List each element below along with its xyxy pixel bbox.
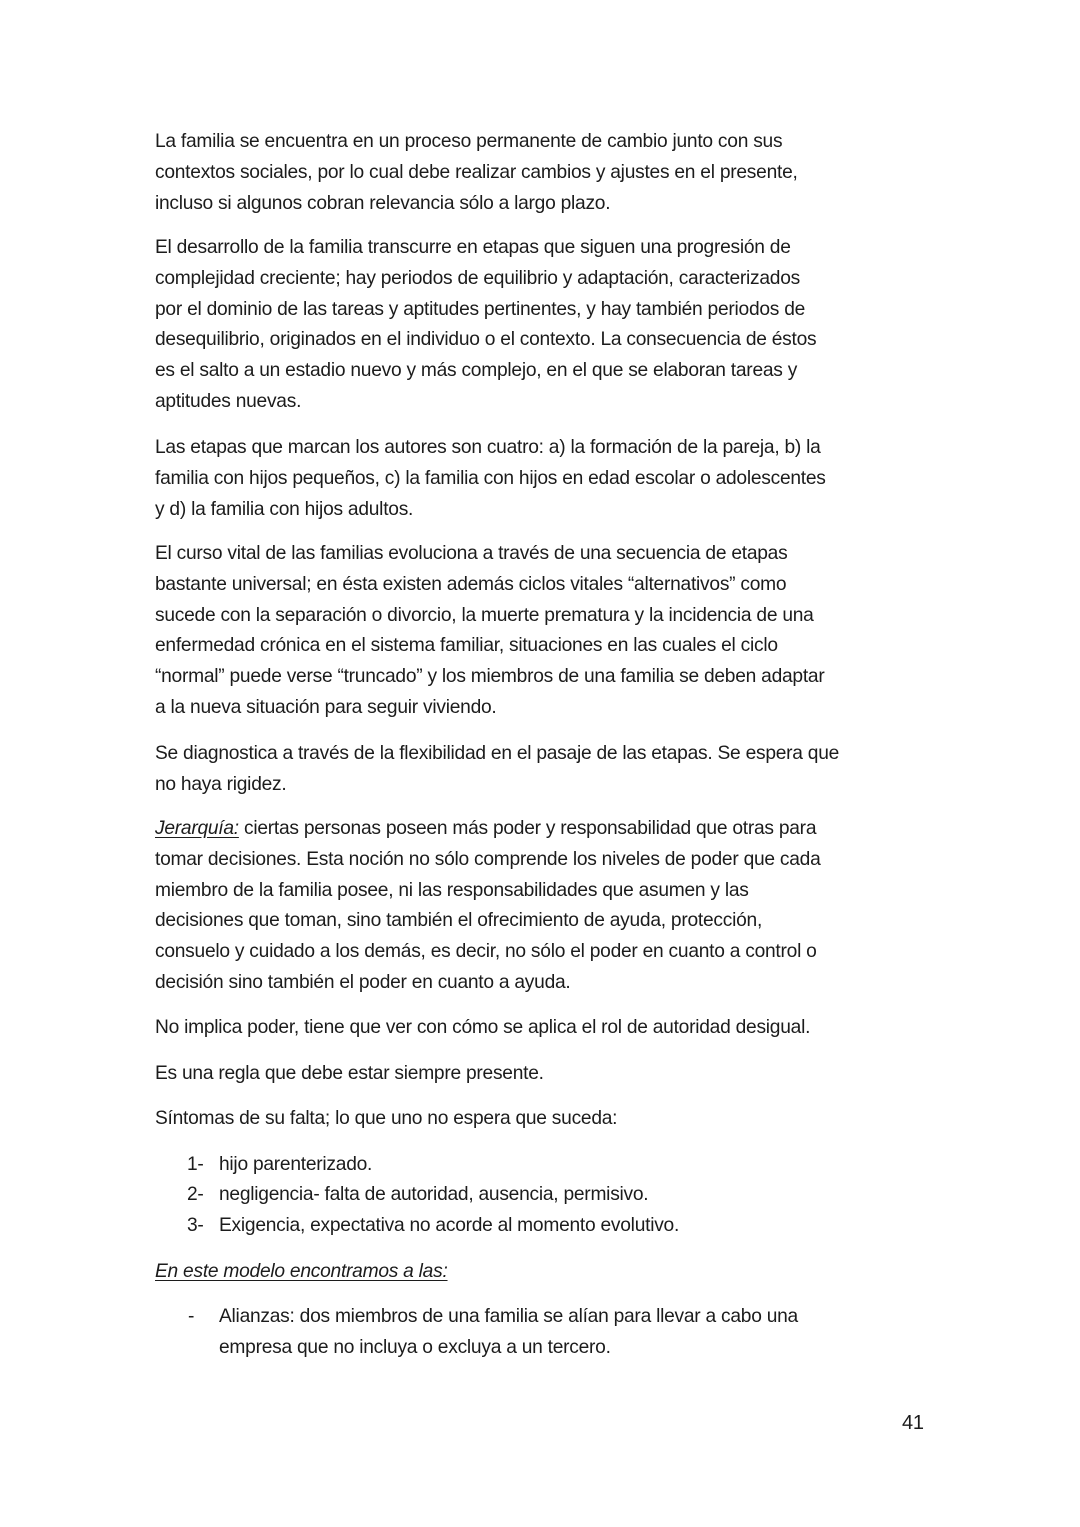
text-line: decisiones que toman, sino también el ofrecimiento de ayuda, protección, [155, 910, 763, 932]
list-marker: 2- [187, 1184, 204, 1205]
list-text: negligencia- falta de autoridad, ausencia, permisivo. [219, 1184, 649, 1205]
list-text: hijo parenterizado. [219, 1154, 373, 1175]
text-line: bastante universal; en ésta existen además ciclos vitales “alternativos” como [155, 573, 787, 595]
list-marker: 3- [187, 1215, 204, 1236]
text-line: por el dominio de las tareas y aptitudes pertinentes, y hay también periodos de [155, 298, 806, 320]
paragraph-no-power [155, 1013, 945, 1044]
list-text: Exigencia, expectativa no acorde al momento evolutivo. [219, 1215, 680, 1236]
text-line: Alianzas: dos miembros de una familia se alían para llevar a cabo una [219, 1306, 798, 1327]
text-line: no haya rigidez. [155, 773, 287, 795]
text-line [155, 814, 945, 845]
text-line: La familia se encuentra en un proceso permanente de cambio junto con sus [155, 131, 783, 152]
text-line: a la nueva situación para seguir viviendo. [155, 696, 497, 718]
section-heading-model [155, 1257, 945, 1288]
text-line: No implica poder, tiene que ver con cómo se aplica el rol de autoridad desigual. [155, 1017, 811, 1038]
text-fragment: ciertas personas poseen más poder y responsabilidad que otras para [238, 818, 817, 839]
text-line: Las etapas que marcan los autores son cuatro: a) la formación de la pareja, b) la [155, 437, 821, 458]
paragraph-life-course [155, 539, 945, 724]
list-text [219, 1302, 798, 1364]
heading-text: En este modelo encontramos a las: [155, 1261, 448, 1282]
text-line: Síntomas de su falta; lo que uno no espera que suceda: [155, 1108, 618, 1129]
text-line: miembro de la familia posee, ni las responsabilidades que asumen y las [155, 879, 749, 901]
paragraph-family-change [155, 127, 945, 219]
text-line: complejidad creciente; hay periodos de equilibrio y adaptación, caracterizados [155, 267, 800, 289]
text-line: enfermedad crónica en el sistema familiar, situaciones en las cuales el ciclo [155, 635, 778, 657]
text-line: es el salto a un estadio nuevo y más complejo, en el que se elaboran tareas y [155, 360, 798, 382]
text-line: sucede con la separación o divorcio, la muerte prematura y la incidencia de una [155, 604, 814, 626]
text-line: empresa que no incluya o excluya a un tercero. [219, 1336, 611, 1358]
text-line: contextos sociales, por lo cual debe realizar cambios y ajustes en el presente, [155, 161, 798, 183]
text-line: aptitudes nuevas. [155, 390, 302, 412]
text-line: familia con hijos pequeños, c) la familia con hijos en edad escolar o adolescentes [155, 467, 826, 489]
paragraph-symptoms-intro [155, 1104, 945, 1135]
term-hierarchy: Jerarquía: [155, 818, 239, 839]
text-line: El desarrollo de la familia transcurre en etapas que siguen una progresión de [155, 237, 791, 258]
paragraph-diagnosis [155, 739, 945, 801]
text-line: tomar decisiones. Esta noción no sólo comprende los niveles de poder que cada [155, 848, 821, 870]
text-line: incluso si algunos cobran relevancia sólo a largo plazo. [155, 192, 611, 214]
text-line: El curso vital de las familias evoluciona a través de una secuencia de etapas [155, 543, 788, 564]
text-line: decisión sino también el poder en cuanto a ayuda. [155, 971, 571, 993]
bullet-marker: - [188, 1306, 195, 1327]
text-line: Se diagnostica a través de la flexibilidad en el pasaje de las etapas. Se espera que [155, 743, 840, 764]
text-line: y d) la familia con hijos adultos. [155, 498, 414, 520]
paragraph-hierarchy [155, 814, 945, 999]
paragraph-family-development [155, 233, 945, 418]
paragraph-rule [155, 1059, 945, 1090]
text-line: consuelo y cuidado a los demás, es decir, no sólo el poder en cuanto a control o [155, 941, 817, 963]
text-line: “normal” puede verse “truncado” y los miembros de una familia se deben adaptar [155, 666, 825, 688]
list-marker: 1- [187, 1154, 204, 1175]
text-line: Es una regla que debe estar siempre presente. [155, 1063, 544, 1084]
paragraph-stages [155, 433, 945, 525]
text-line: desequilibrio, originados en el individuo o el contexto. La consecuencia de éstos [155, 329, 817, 351]
page-number: 41 [902, 1412, 924, 1434]
